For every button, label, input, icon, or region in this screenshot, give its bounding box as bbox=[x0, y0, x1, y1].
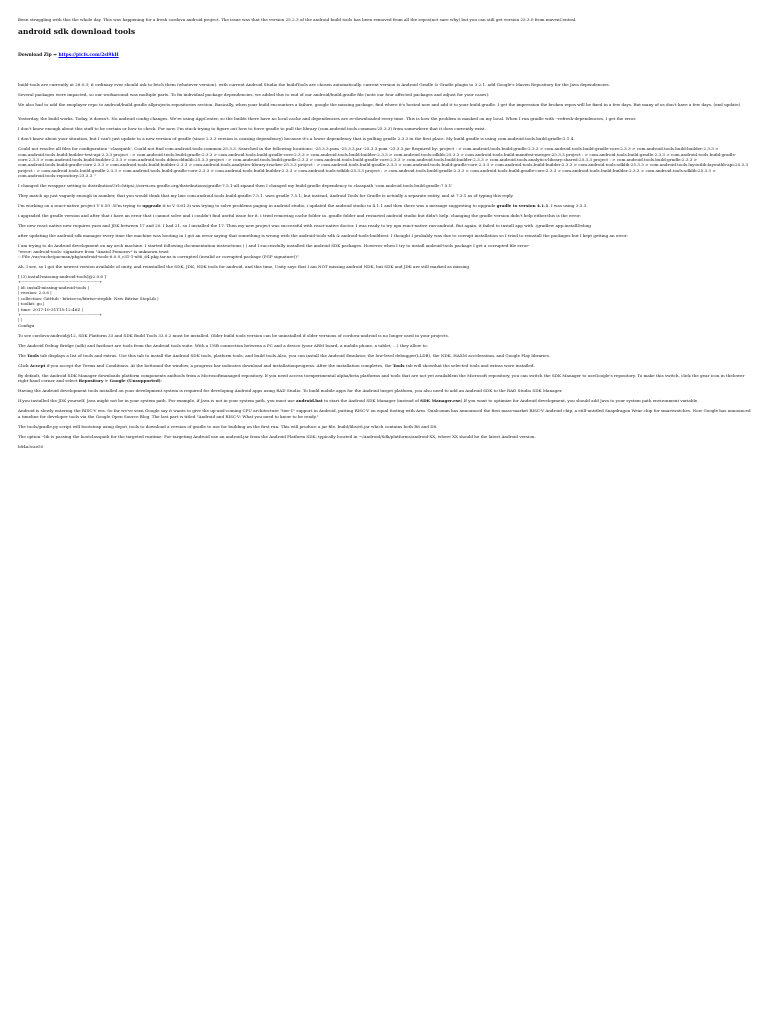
paragraph-click-accept bbox=[18, 363, 752, 368]
text-run: to start the Android SDK Manager (instead of bbox=[322, 398, 421, 404]
paragraph-wrapper: I changed the wrapper setting to distributionUrl=https\://services.gradle.org/distributions/gradle-7.5.1-all.zipand then I changed my build.gradle dependency to classpath 'com.android.tools.build:gradle:7.5.1' bbox=[18, 183, 453, 189]
paragraph-option-lib: The option --lib is passing the bootclasspath for the targeted runtime. For targeting Android use an android.jar from the Android Platform SDK, typically located in ~/Android/Sdk/platforms/android-XX, where XX should be the latest Android version. bbox=[18, 433, 536, 439]
text-run: it to V 0.61.3i was trying to solve problems paging in android studio, i updated the android studio to 4.1.1 and then there was a message suggesting to upgrade bbox=[161, 203, 497, 209]
paragraph-unity: Ah, I see, so I got the newest version available of unity, and reinstalled the SDK, JDK, NDK tools for android, and this time, Unity says that I am NOT missing android NDK, but SDK and JDK are still marked as missing bbox=[18, 264, 470, 270]
paragraph-cordova: To see cordova-android@12, SDK Platform 33 and SDK Build Tools 33.0.2 must be installed. Older build tools version can be uninstalled if older versions of cordova-android is no longer used in your projects. bbox=[18, 332, 450, 338]
text-run: if you accept the Terms and Conditions. At the bottomof the window, a progress bar indicates download and installationprogress. After the installation completes, the bbox=[45, 362, 393, 368]
bold-accept: Accept bbox=[29, 362, 46, 368]
bold-tools: Tools bbox=[27, 352, 39, 358]
footer-id: b84a3cae50 bbox=[18, 443, 44, 449]
paragraph-upgraded: i upgraded the gradle version and after that i have an error that i cannot solve and i couldn't find useful issue for it. i tried removing cache folder in .gradle folder and restarted android studio but didn't help. changing the gradle version didn't help either.this is the error: bbox=[18, 213, 582, 219]
text-run: : bbox=[160, 378, 163, 384]
paragraph-if-you-installed bbox=[18, 398, 752, 403]
bold-sdk-manager: SDK Manager.exe bbox=[420, 398, 461, 404]
text-run: If you installed the JDK yourself, Java might not be in your system path. For example, if Java is not in your system path, you must use bbox=[18, 398, 297, 404]
text-run: tab will showthat the selected tools and extras were installed. bbox=[404, 362, 535, 368]
paragraph-they-match: They match up just vaguely enough in number, that you would think that my line com.android.tools.build:gradle:7.5.1. uses gradle 7.5.1, but instead, Android Tools for Gradle is actually a separate entity, and at 7.3.1 as of typing this reply. bbox=[18, 193, 514, 199]
bold-repository: Repository > Google (Unsupported) bbox=[78, 378, 161, 384]
text-run: I'm working on a react-native project V 0.59 .5I'm trying to bbox=[18, 203, 143, 209]
paragraph-tools-tab bbox=[18, 353, 752, 358]
paragraph-adb: The Android Debug Bridge (adb) and fastboot are tools from the Android tools suite. With a USB connection between a PC and a device (your ARM board, a mobile phone, a tablet, ...) they allow to: bbox=[18, 342, 428, 348]
text-run: The bbox=[18, 352, 28, 358]
text-run: ).If you want to optimize for Android development, you should add Java to your system path environment variable. bbox=[460, 398, 699, 404]
text-run: tab displays a list of tools and extras. Use this tab to install the Android SDK tools, platform tools, and build tools.Also, you can install the Android Emulator, the low-level debugger(LLDB), the NDK, HAXM acceleration, and Google Play libraries. bbox=[39, 352, 551, 358]
paragraph-build-tools: build-tools are currently at 28.0.3; it ordinary ever should ask to fetch them (whatever version). with current Android Studio the buildTools are chosen automatically. current version is Android Gradle & Gradle plugin to 3.2.1. add Google's Maven Repository for the Java dependencies. bbox=[18, 81, 610, 87]
paragraph-after-updating: after updating the android sdk manager every time the machine was booting in I got an error saying that something is wrong with the android-tools-sdk & android-tools-buildtest. I thought I probably was due to corrupt installation so I tried to reinstall the packages but I kept getting an error: bbox=[18, 233, 629, 239]
paragraph-tools-gradle: The tools/gradle.py script will bootstrap using depot_tools to download a version of gradle to use for building on the first run. This will produce a jar file. build/libs/r8.jar which contains both R8 and D8. bbox=[18, 423, 438, 429]
code-block-bitrise: [ (3) install-missing-android-tools]@2.0.6 ] +--------------------------------------------------------+ | id: install-missing-android-tools | | version: 2.0.6 | | collection: GitHub - bitrise-io/bitrise-steplib: New Bitrise StepLib | | toolkit: go | | time: 2017-10-31T15:12:46Z | +--------------------------------------------------------+ | | Configu bbox=[18, 274, 159, 328]
bold-android-bat: android.bat bbox=[296, 398, 323, 404]
text-run: Click bbox=[18, 362, 30, 368]
bold-tools: Tools bbox=[392, 362, 405, 368]
paragraph-by-default bbox=[18, 373, 752, 384]
paragraph-risc-v: Android is slowly entering the RISC-V era. So far we've seen Google say it wants to give the up-and-coming CPU architecture "tier-1" support in Android, putting RISC-V on equal footing with Arm. Qualcomm has announced the first mass-market RISC-V Android chip, a still-untitled Snapdragon Wear chip for smartwatches. Now Google has announced a timeline for developer tools via the Google Open Source Blog. The last part is titled "Android and RISC-V: What you need to know to be ready." bbox=[18, 408, 751, 419]
paragraph-could-not-resolve: Could not resolve all files for configuration ':classpath'. Could not find com.android.tools:common:25.3.3. Searched in the following locations: -25.3.3.pom -25.3.3.jar -25.3.3.pom -25.3.3.jar Required by: project : > com.android.tools.build:gradle:2.3.3 > com.android.tools.build:gradle-core:2.3.3 > com.android.tools.build:builder:2.3.3 > com.android.tools.build:builder-test-api:2.3.3 project : > com.android.tools.build:gradle:2.3.3 > com.android.tools.build:gradle-core:2.3.3 > com.android.tools.build:builder:2.3.3 > com.android.tools:sdklib:25.3.3 > com.android.tools.build:manifest-merger:25.3.3 project : > com.android.tools.build:gradle:2.3.3 > com.android.tools.build:gradle-core:2.3.3 > com.android.tools.build:builder:2.3.3 > com.android.tools.ddms:ddmlib:25.3.3 project : > com.android.tools.build:gradle:2.3.3 > com.android.tools.build:gradle-core:2.3.3 > com.android.tools.build:builder:2.3.3 > com.android.tools.analytics-library:shared:25.3.3 project : > com.android.tools.build:gradle:2.3.3 > com.android.tools.build:gradle-core:2.3.3 > com.android.tools.build:builder:2.3.3 > com.android.tools.analytics-library:tracker:25.3.3 project : > com.android.tools.build:gradle:2.3.3 > com.android.tools.build:gradle-core:2.3.3 > com.android.tools.build:builder:2.3.3 > com.android.tools:sdklib:25.3.3 > com.android.tools.layoutlib:layoutlib-api:25.3.3 project : > com.android.tools.build:gradle:2.3.3 > com.android.tools.build:gradle-core:2.3.3 > com.android.tools.build:builder:2.3.3 > com.android.tools:sdklib:25.3.3 project : > com.android.tools.build:gradle:2.3.3 > com.android.tools.build:gradle-core:2.3.3 > com.android.tools.build:builder:2.3.3 > com.android.tools:sdklib:25.3.3 > com.android.tools:repository:25.3.3 '' bbox=[18, 146, 749, 179]
paragraph-yesterday: Yesterday, the build works. Today, it doesn't. No android config changes. We're using AppCenter, so the builds there have no local cache and dependencies are re-downloaded every time. This is how the problem is masked on my local. When I run gradle with --refresh-dependencies, I get the error. bbox=[18, 116, 637, 122]
download-label: Download Zip ⇒ bbox=[18, 53, 59, 59]
intro-paragraph: Been struggling with this the whole day. This was happening for a fresh cordova android project. The issue was that the version 25.2.3 of the android build tools has been removed from all the repos(not sure why) but you can still get version 25.3.0 from mavenCentral. bbox=[18, 17, 577, 22]
paragraph-react-native bbox=[18, 203, 752, 208]
paragraph-dont-know-situation: I don't know about your situation, but I can't just update to a new version of gradle (since 2.3.3 version is causing dependency) because it's a lower dependency that is pulling gradle 2.3.3 in the first place. My build.gradle is using com.android.tools.build:gradle:2.1.4. bbox=[18, 136, 575, 142]
download-line bbox=[18, 53, 752, 58]
paragraph-dont-know: I don't know enough about this stuff to be certain or how to check. For now, I'm stuck trying to figure out how to force gradle to pull the library (com.android.tools.common:25.3.3) from somewhere that it does currently exist. bbox=[18, 126, 486, 132]
bold-gradle-version: gradle to version 4.1.1 bbox=[496, 203, 549, 209]
text-run: . I was using 3.5.3. bbox=[548, 203, 588, 209]
paragraph-several-packages: Several packages were impacted, so our workaround was multiple parts. To fix individual package dependencies, we added this to end of our android/build.gradle file (note our four affected packages and adjust for your cases): bbox=[18, 91, 490, 97]
bold-upgrade: upgrade bbox=[142, 203, 162, 209]
paragraph-exoplayer: We also had to add the exoplayer repo to android/build.gradle allprojects.repositories section. Basically, when your build encounters a failure, google the missing package, find where it's hosted now and add it to your build.gradle. I get the impression the broken repos will be fixed in a few days. But many of us don't have a few days. (end update) bbox=[18, 101, 741, 107]
paragraph-new-react: The new react native new requires yarn and JDK between 17 and 20. I had 21, so I installed the 17. Then my new project was successful with react-native doctor. I was ready to try npx react-native run-android. But again, it failed to install app with ./gradlew app:installDebug bbox=[18, 223, 591, 229]
page-title: android sdk download tools bbox=[18, 27, 136, 37]
text-run: By default, the Android SDK Manager downloads platform components andtools from a Microsoftmanaged repository. If you need access toexperimental alpha/beta platforms and tools that are not yet availablein the Microsoft repository, you can switch the SDK Manager to useGoogle's repository. To make this switch, click the gear icon in thelower right-hand corner and select bbox=[18, 372, 745, 384]
code-block-arch-error: I am trying to do Android development on my arch machine. I started following documentation instructions ( ) and I successfully installed the android SDK packages. However when I try to install android-tools package I get a corrupted file error- "error: android-tools: signature from "Anatol Pomozov" is unknown trust :: File /var/cache/pacman/pkg/android-tools-6.0.0_r31-1-x86_64.pkg.tar.xz is corrupted (invalid or corrupted package (PGP signature))" bbox=[18, 243, 530, 260]
paragraph-having-tools: Having the Android development tools installed on your development system is required for developing Android apps using RAD Studio. To build mobile apps for the Android target platform, you also need to add an Android SDK to the RAD Studio SDK Manager. bbox=[18, 388, 563, 394]
download-link[interactable]: https://picfs.com/2sl9kH bbox=[58, 53, 119, 59]
